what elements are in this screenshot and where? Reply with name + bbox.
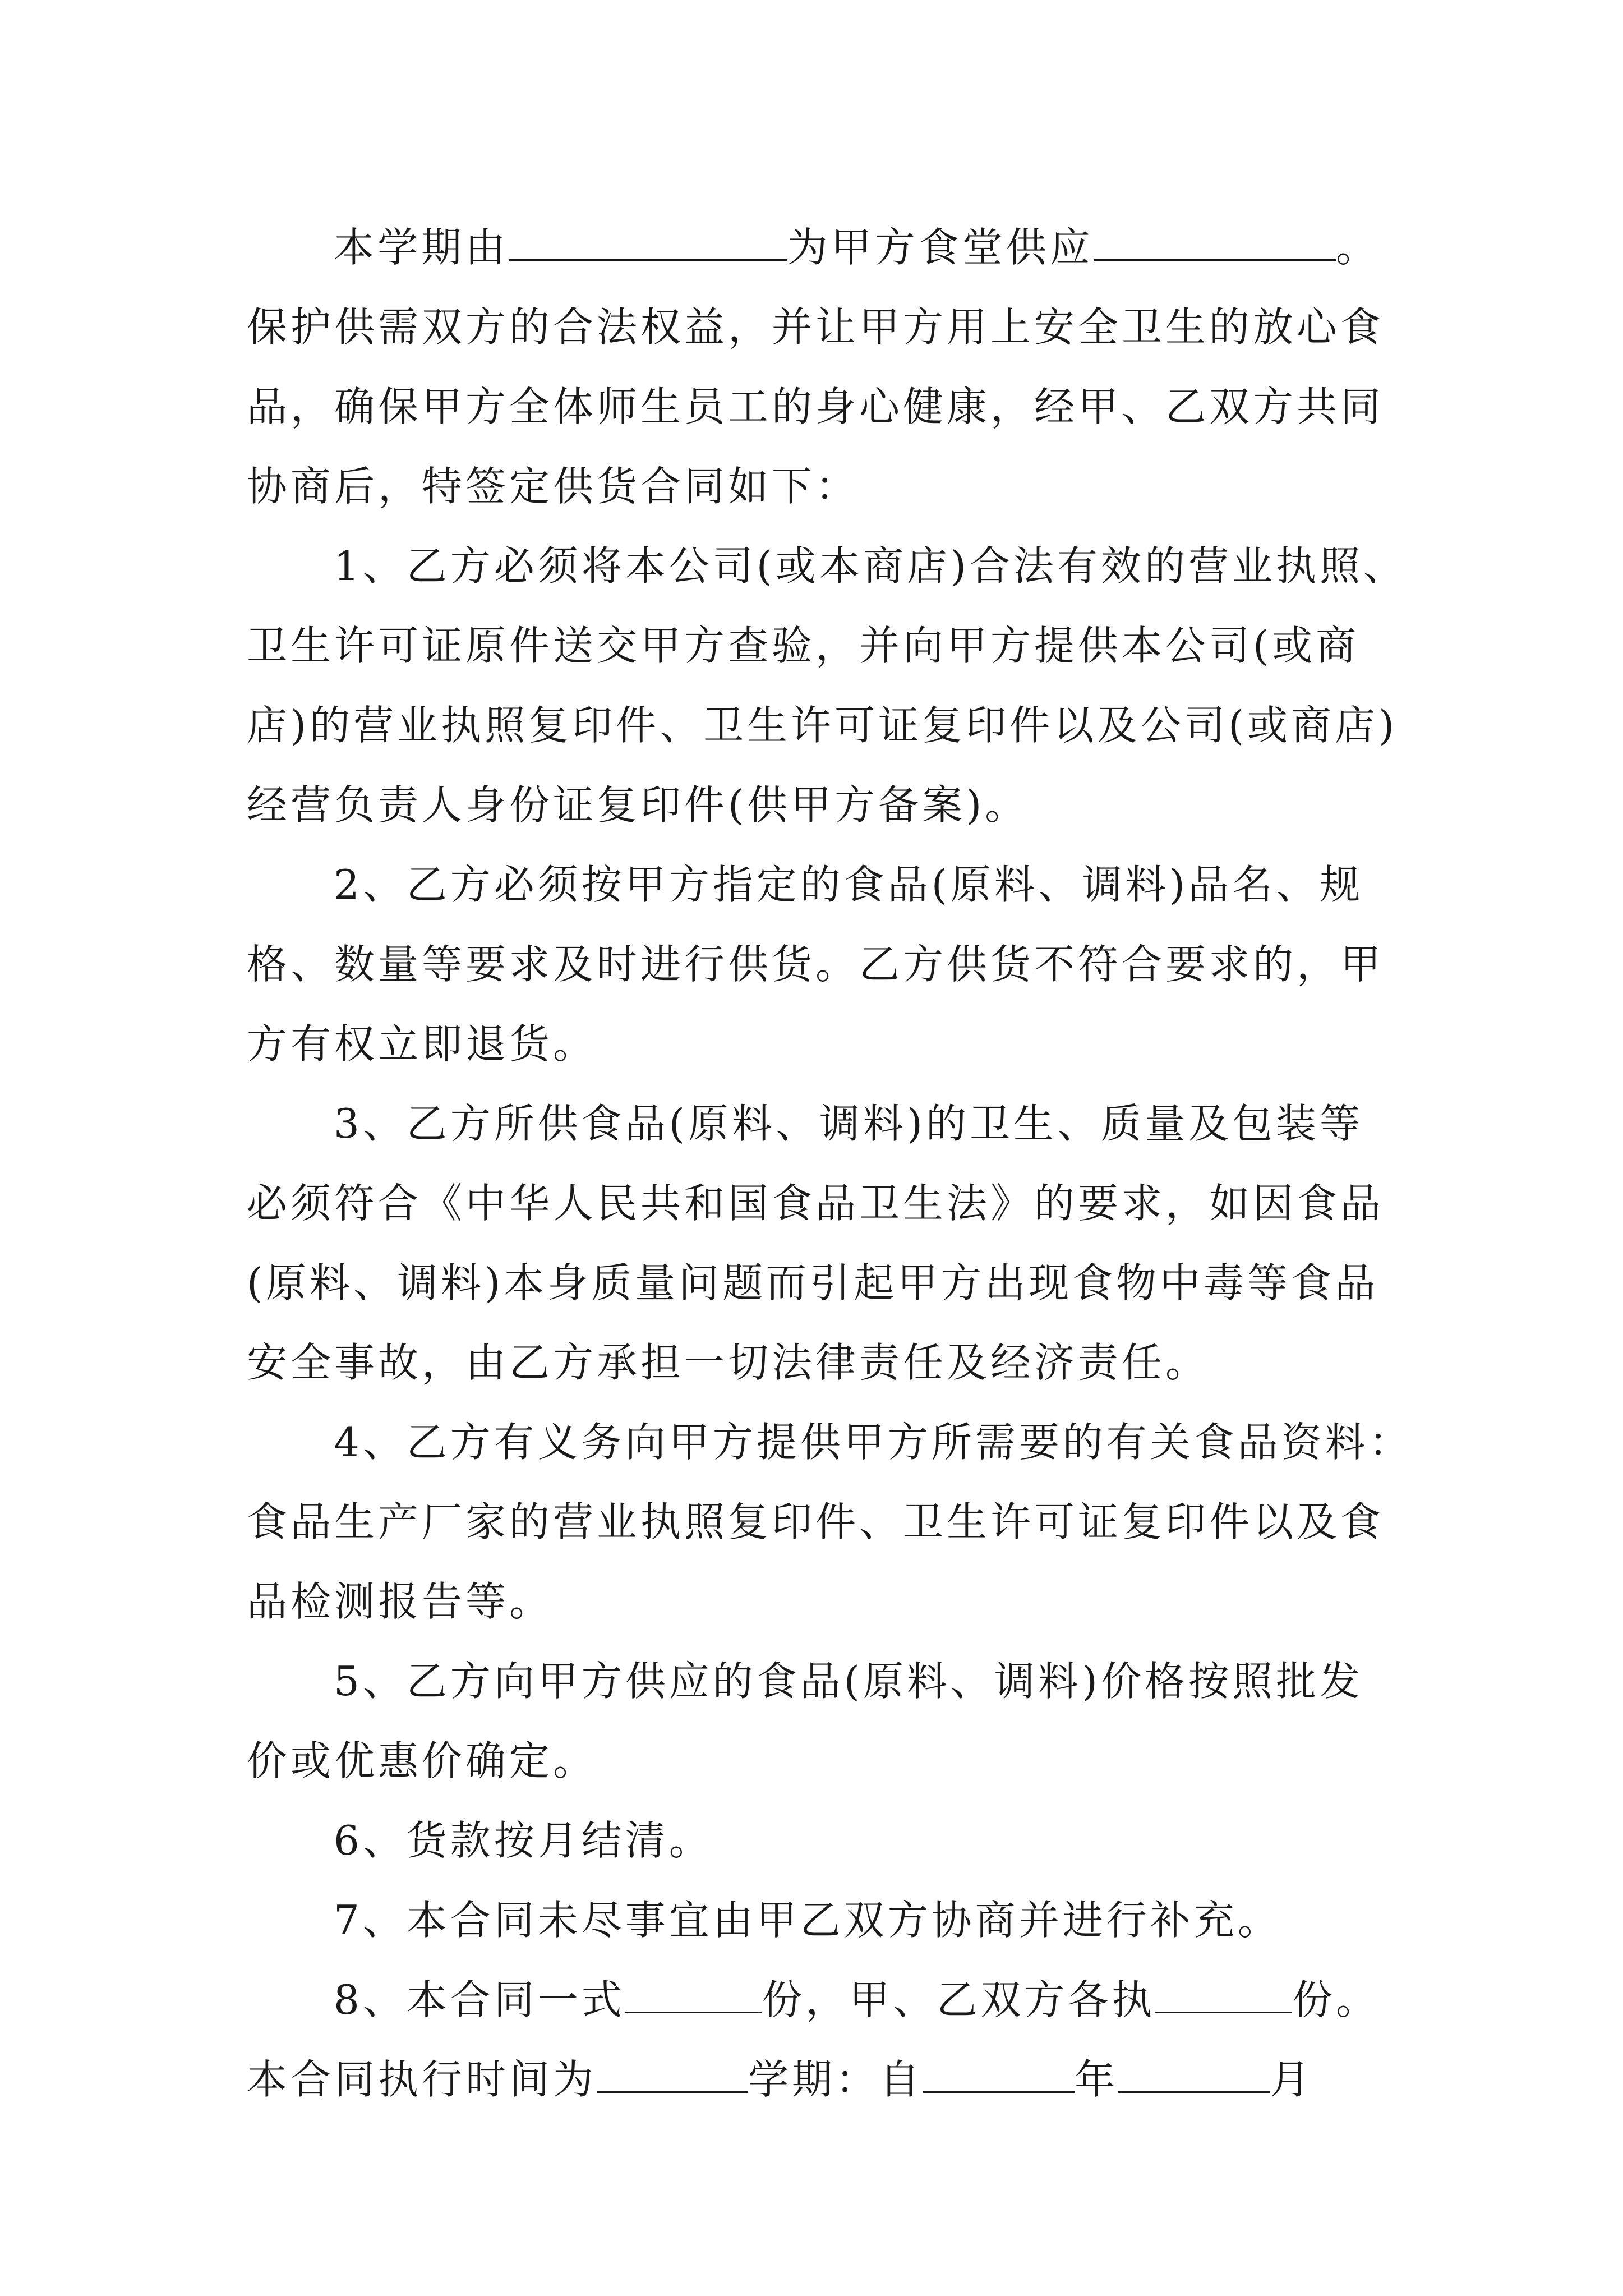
supplier-name-blank[interactable] <box>509 208 787 261</box>
clause-3-line-1: 3、乙方所供食品(原料、调料)的卫生、质量及包装等 <box>334 1100 1363 1147</box>
intro-text-1: 本学期由 <box>334 224 509 271</box>
clause-8-line2-text-3: 年 <box>1075 2056 1119 2103</box>
clause-8-line2-text-2: 学期：自 <box>748 2056 924 2103</box>
clause-5-line-2: 价或优惠价确定。 <box>247 1737 597 1784</box>
clause-3-line-2: 必须符合《中华人民共和国食品卫生法》的要求，如因食品 <box>247 1180 1385 1227</box>
intro-line-4: 协商后，特签定供货合同如下： <box>247 463 860 510</box>
clause-4-line-1: 4、乙方有义务向甲方提供甲方所需要的有关食品资料： <box>334 1419 1413 1466</box>
intro-line-1 <box>247 208 1380 287</box>
clause-4-line-2: 食品生产厂家的营业执照复印件、卫生许可证复印件以及食 <box>247 1498 1385 1545</box>
supply-item-blank[interactable] <box>1094 208 1336 261</box>
intro-text-2: 为甲方食堂供应 <box>787 224 1094 271</box>
clause-5-line-1: 5、乙方向甲方供应的食品(原料、调料)价格按照批发 <box>334 1658 1363 1705</box>
intro-line-3: 品，确保甲方全体师生员工的身心健康，经甲、乙双方共同 <box>247 383 1385 430</box>
clause-1-line-1: 1、乙方必须将本公司(或本商店)合法有效的营业执照、 <box>334 542 1407 590</box>
copies-total-blank[interactable] <box>625 1960 762 2013</box>
intro-text-3: 。 <box>1335 224 1380 271</box>
clause-2-line-1: 2、乙方必须按甲方指定的食品(原料、调料)品名、规 <box>334 861 1363 908</box>
clause-3-line-3: (原料、调料)本身质量问题而引起甲方出现食物中毒等食品 <box>247 1259 1379 1306</box>
clause-1-line-4: 经营负责人身份证复印件(供甲方备案)。 <box>247 781 1029 829</box>
copies-each-blank[interactable] <box>1155 1960 1292 2013</box>
clause-8-line-1 <box>247 1960 1380 2040</box>
clause-2-line-3: 方有权立即退货。 <box>247 1020 597 1068</box>
clause-1-line-3: 店)的营业执照复印件、卫生许可证复印件以及公司(或商店) <box>247 702 1398 749</box>
clause-6-line-1: 6、货款按月结清。 <box>334 1817 713 1864</box>
clause-8-line2-text-1: 本合同执行时间为 <box>247 2056 597 2103</box>
clause-8-text-2: 份，甲、乙双方各执 <box>762 1976 1156 2023</box>
term-semester-blank[interactable] <box>597 2040 748 2093</box>
clause-1-line-2: 卫生许可证原件送交甲方查验，并向甲方提供本公司(或商 <box>247 622 1360 669</box>
clause-8-text-1: 8、本合同一式 <box>334 1976 625 2023</box>
intro-line-2: 保护供需双方的合法权益，并让甲方用上安全卫生的放心食 <box>247 303 1385 351</box>
clause-4-line-3: 品检测报告等。 <box>247 1578 554 1625</box>
start-month-blank[interactable] <box>1118 2040 1270 2093</box>
contract-body <box>247 208 1413 2119</box>
clause-2-line-2: 格、数量等要求及时进行供货。乙方供货不符合要求的，甲 <box>247 941 1385 988</box>
clause-7-line-1: 7、本合同未尽事宜由甲乙双方协商并进行补充。 <box>334 1897 1281 1944</box>
clause-8-line2-text-4: 月 <box>1270 2056 1314 2103</box>
clause-8-text-3: 份。 <box>1292 1976 1380 2023</box>
start-year-blank[interactable] <box>923 2040 1075 2093</box>
clause-3-line-4: 安全事故，由乙方承担一切法律责任及经济责任。 <box>247 1339 1210 1386</box>
clause-8-line-2 <box>247 2040 1380 2119</box>
